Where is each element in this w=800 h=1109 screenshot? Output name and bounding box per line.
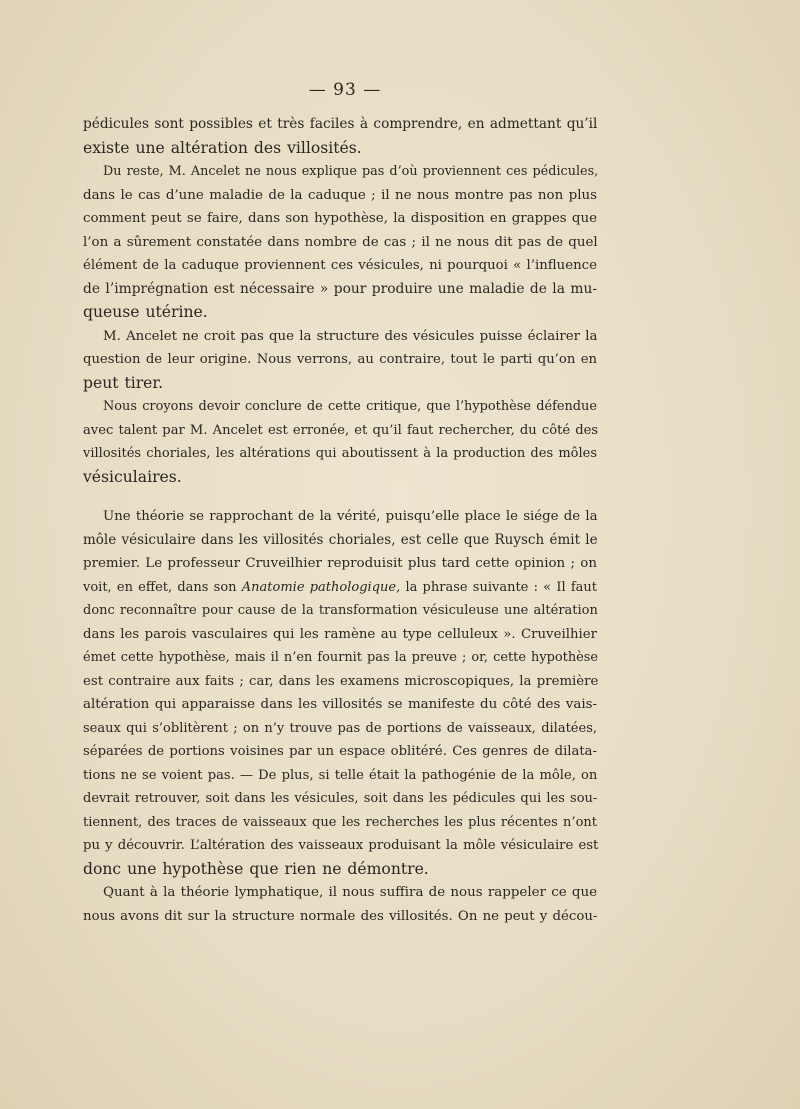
text-line: peut tirer.: [83, 373, 164, 392]
text-line: séparées de portions voisines par un espace oblitéré. Ces genres de dilata-: [83, 744, 597, 759]
text-line: nous avons dit sur la structure normale des villosités. On ne peut y décou-: [83, 908, 598, 924]
text-line: l’on a sûrement constatée dans nombre de cas ; il ne nous dit pas de quel: [83, 234, 598, 250]
text-line: premier. Le professeur Cruveilhier reproduisit plus tard cette opinion ; on: [83, 556, 597, 571]
text-line: question de leur origine. Nous verrons, au contraire, tout le parti qu’on en: [83, 352, 597, 367]
text-line: môle vésiculaire dans les villosités choriales, est celle que Ruysch émit le: [83, 531, 598, 548]
text-line: élément de la caduque proviennent ces vésicules, ni pourquoi « l’influence: [83, 258, 597, 273]
text-line: queuse utérine.: [83, 303, 208, 321]
text-block-bottom: [83, 505, 597, 928]
text-block-top: [83, 113, 597, 489]
text-line: altération qui apparaisse dans les villosités se manifeste du côté des vais-: [83, 697, 597, 712]
text-line: donc reconnaître pour cause de la transformation vésiculeuse une altération: [83, 603, 598, 618]
text-line: devrait retrouver, soit dans les vésicules, soit dans les pédicules qui les sou-: [83, 791, 598, 806]
text-line: est contraire aux faits ; car, dans les examens microscopiques, la première: [83, 673, 599, 689]
text-line: Une théorie se rapprochant de la vérité, puisqu’elle place le siége de la: [103, 509, 598, 524]
text-line: existe une altération des villosités.: [83, 138, 362, 157]
text-line: comment peut se faire, dans son hypothèse, la disposition en grappes que: [83, 211, 597, 226]
text-line: pu y découvrir. L’altération des vaisseaux produisant la môle vésiculaire est: [83, 838, 599, 853]
text-line: de l’imprégnation est nécessaire » pour produire une maladie de la mu-: [83, 280, 597, 297]
text-line: émet cette hypothèse, mais il n’en fournit pas la preuve ; or, cette hypothèse: [83, 650, 598, 665]
text-line: tions ne se voient pas. — De plus, si telle était la pathogénie de la môle, on: [83, 767, 598, 783]
text-line: donc une hypothèse que rien ne démontre.: [83, 859, 429, 878]
text-fragment: voit, en effet, dans son: [83, 579, 237, 595]
text-line: vésiculaires.: [83, 467, 182, 486]
text-line: Quant à la théorie lymphatique, il nous suffira de nous rappeler ce que: [103, 885, 597, 900]
text-line: Nous croyons devoir conclure de cette critique, que l’hypothèse défendue: [103, 399, 597, 414]
text-line: villosités choriales, les altérations qui aboutissent à la production des môles: [83, 446, 597, 461]
text-line: dans le cas d’une maladie de la caduque ; il ne nous montre pas non plus: [83, 187, 597, 203]
text-line: avec talent par M. Ancelet est erronée, et qu’il faut rechercher, du côté des: [83, 422, 599, 438]
text-line-with-title: [83, 576, 597, 600]
text-line: M. Ancelet ne croit pas que la structure des vésicules puisse éclairer la: [103, 328, 598, 344]
text-line: seaux qui s’oblitèrent ; on n’y trouve pas de portions de vaisseaux, dilatées,: [83, 720, 597, 736]
text-fragment: la phrase suivante : « Il faut: [405, 579, 597, 595]
text-line: pédicules sont possibles et très faciles à comprendre, en admettant qu’il: [83, 116, 598, 132]
book-title: Anatomie pathologique,: [241, 579, 401, 595]
text-line: tiennent, des traces de vaisseaux que les recherches les plus récentes n’ont: [83, 814, 597, 830]
text-line: dans les parois vasculaires qui les ramène au type celluleux ». Cruveilhier: [83, 626, 597, 642]
page-number: — 93 —: [308, 80, 382, 100]
text-line: Du reste, M. Ancelet ne nous explique pas d’où proviennent ces pédicules,: [103, 164, 599, 179]
